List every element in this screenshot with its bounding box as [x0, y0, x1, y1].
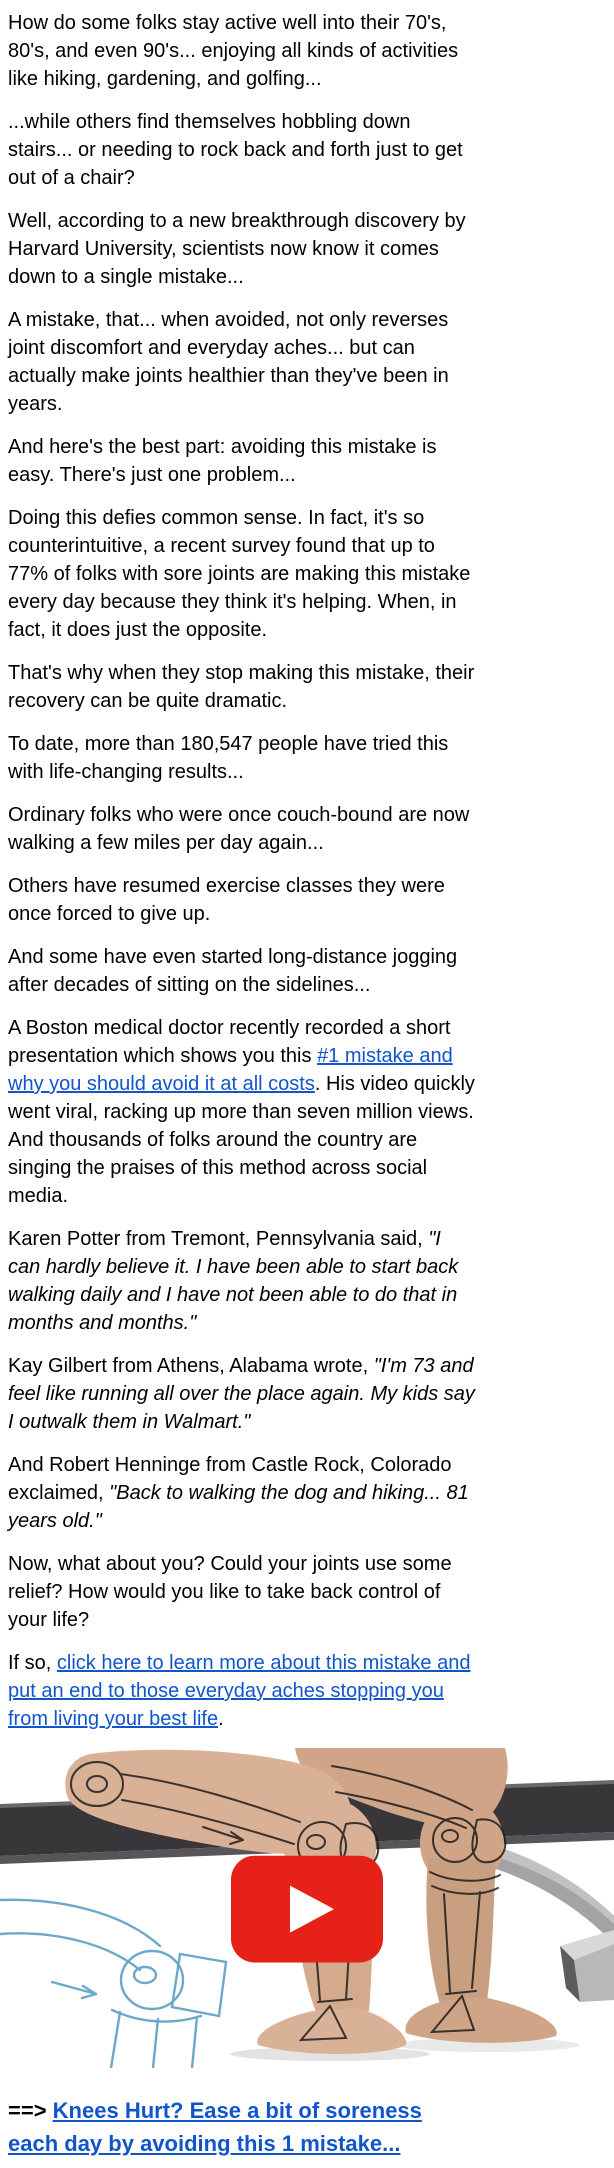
text-segment: Doing this defies common sense. In fact, it's so counterintuitive, a recent survey found that up to 77% of folks with sore joints are making this mistake every day because they think it's helping. When, in fact, it does just the opposite. [8, 507, 471, 641]
text-segment: . His video quickly went viral, racking up more than seven million views. And thousands of folks around the country are singing the praises of this method across social media. [8, 1073, 475, 1207]
youtube-play-button[interactable] [231, 1856, 383, 1963]
text-segment: If so, [8, 1652, 57, 1674]
text-segment: That's why when they stop making this mistake, their recovery can be quite dramatic. [8, 662, 475, 712]
footer-cta-link[interactable]: Knees Hurt? Ease a bit of soreness each day by avoiding this 1 mistake... [8, 2098, 422, 2156]
paragraph [8, 1225, 477, 1337]
paragraph [8, 943, 477, 999]
text-segment: And Robert Henninge from Castle Rock, Colorado exclaimed, [8, 1454, 452, 1504]
text-segment: Kay Gilbert from Athens, Alabama wrote, [8, 1355, 374, 1377]
paragraph [8, 730, 477, 786]
text-segment: Others have resumed exercise classes they were once forced to give up. [8, 875, 445, 925]
paragraph [8, 1451, 477, 1535]
youtube-play-icon [231, 1856, 383, 1963]
paragraph [8, 1649, 477, 1733]
text-segment: Karen Potter from Tremont, Pennsylvania said, [8, 1228, 429, 1250]
text-segment: Now, what about you? Could your joints use some relief? How would you like to take back control of your life? [8, 1553, 452, 1631]
paragraph [8, 306, 477, 418]
text-segment: How do some folks stay active well into their 70's, 80's, and even 90's... enjoying all kinds of activities like hiking, gardening, and golfing... [8, 12, 459, 90]
text-segment: Ordinary folks who were once couch-bound are now walking a few miles per day again... [8, 804, 470, 854]
testimonial-quote: "I can hardly believe it. I have been able to start back walking daily and I have not been able to do that in months and months." [8, 1228, 459, 1334]
paragraph [8, 108, 477, 192]
text-segment: Well, according to a new breakthrough discovery by Harvard University, scientists now know it comes down to a single mistake... [8, 210, 466, 288]
paragraph [8, 504, 477, 644]
inline-link[interactable]: #1 mistake and why you should avoid it at all costs [8, 1045, 453, 1095]
paragraph [8, 433, 477, 489]
text-segment: And some have even started long-distance jogging after decades of sitting on the sidelines... [8, 946, 458, 996]
paragraph [8, 1352, 477, 1436]
text-segment: . [218, 1708, 224, 1730]
paragraph [8, 659, 477, 715]
paragraph [8, 207, 477, 291]
text-segment: ...while others find themselves hobbling down stairs... or needing to rock back and forth just to get out of a chair? [8, 111, 463, 189]
testimonial-quote: "Back to walking the dog and hiking... 81 years old." [8, 1482, 469, 1532]
paragraph [8, 9, 477, 93]
testimonial-quote: "I'm 73 and feel like running all over the place again. My kids say I outwalk them in Walmart." [8, 1355, 475, 1433]
text-segment: To date, more than 180,547 people have tried this with life-changing results... [8, 733, 449, 783]
video-thumbnail[interactable] [0, 1748, 614, 2068]
paragraph [8, 872, 477, 928]
paragraph [8, 801, 477, 857]
paragraph [8, 1550, 477, 1634]
text-segment: And here's the best part: avoiding this mistake is easy. There's just one problem... [8, 436, 437, 486]
text-segment: A Boston medical doctor recently recorded a short presentation which shows you this [8, 1017, 451, 1067]
paragraph [8, 1014, 477, 1210]
footer-cta [0, 2094, 477, 2168]
text-segment: A mistake, that... when avoided, not only reverses joint discomfort and everyday aches... but can actually make joints healthier than they've been in years. [8, 309, 449, 415]
cta-arrow-prefix: ==> [8, 2098, 47, 2123]
inline-link[interactable]: click here to learn more about this mistake and put an end to those everyday aches stopping you from living your best life [8, 1652, 471, 1730]
